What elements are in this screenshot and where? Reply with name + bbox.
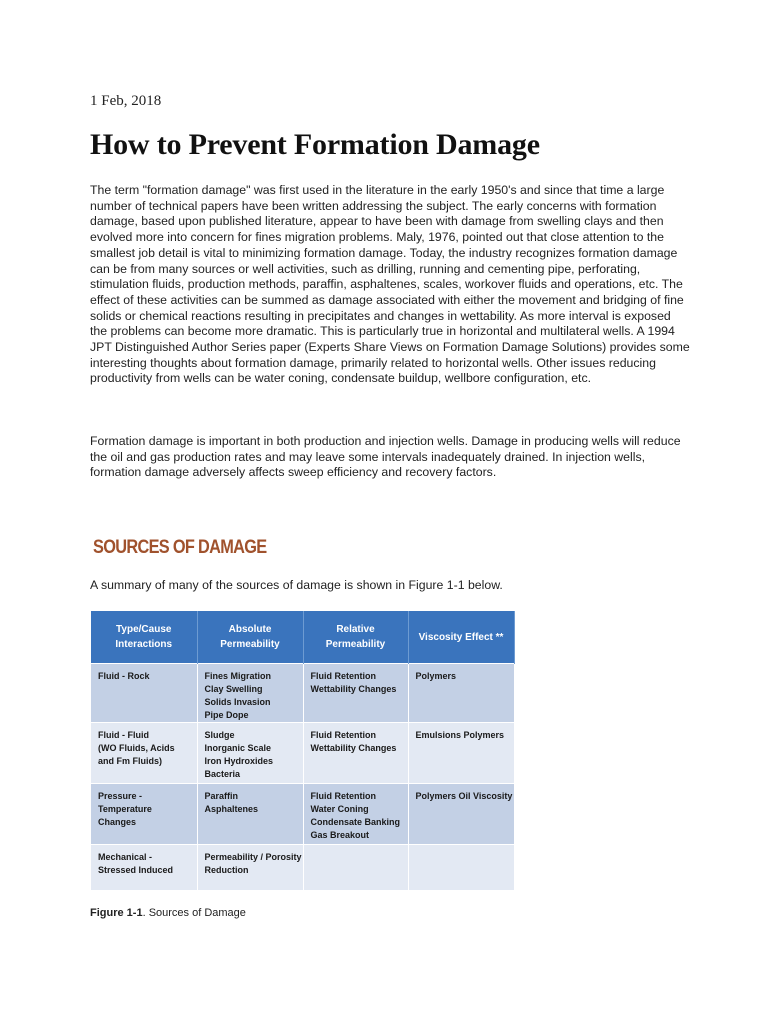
table-cell: Fluid - Fluid (WO Fluids, Acids and Fm Fluids)	[91, 723, 197, 784]
table-row	[91, 723, 514, 784]
figure-caption-text: . Sources of Damage	[142, 907, 246, 919]
table-row	[91, 845, 514, 891]
table-cell: Fluid Retention Wettability Changes	[303, 664, 408, 723]
table-header-type-cause: Type/Cause Interactions	[91, 611, 197, 664]
table-cell: Paraffin Asphaltenes	[197, 784, 303, 845]
page-title: How to Prevent Formation Damage	[90, 128, 540, 161]
table-row	[91, 784, 514, 845]
table-cell: Fluid Retention Water Coning Condensate Banking Gas Breakout	[303, 784, 408, 845]
summary-text: A summary of many of the sources of damage is shown in Figure 1-1 below.	[90, 578, 503, 592]
table-header-absolute-permeability: Absolute Permeability	[197, 611, 303, 664]
intro-paragraph: The term "formation damage" was first used in the literature in the early 1950's and since that time a large number of technical papers have been written addressing the subject. The early concerns with formation damage, based upon published literature, appear to have been with damage from swelling clays and then evolved more into concern for fines migration problems. Maly, 1976, pointed out that close attention to the smallest job detail is vital to minimizing formation damage. Today, the industry recognizes formation damage can be from many sources or well activities, such as drilling, running and cementing pipe, perforating, stimulation fluids, production methods, paraffin, asphaltenes, scales, workover fluids and operations, etc. The effect of these activities can be summed as damage associated with either the movement and bridging of fine solids or chemical reactions resulting in precipitates and changes in wettability. As more interval is exposed the problems can become more dramatic. This is particularly true in horizontal and multilateral wells. A 1994 JPT Distinguished Author Series paper (Experts Share Views on Formation Damage Solutions) provides some interesting thoughts about formation damage, primarily related to horizontal wells. Other issues reducing productivity from wells can be water coning, condensate buildup, wellbore configuration, etc.	[90, 183, 690, 386]
table-cell	[303, 845, 408, 891]
table-header-relative-permeability: Relative Permeability	[303, 611, 408, 664]
table-cell: Pressure - Temperature Changes	[91, 784, 197, 845]
section-heading: SOURCES OF DAMAGE	[93, 537, 267, 558]
table-cell: Fines Migration Clay Swelling Solids Invasion Pipe Dope	[197, 664, 303, 723]
sources-of-damage-table	[91, 611, 515, 890]
table-header-viscosity-effect: Viscosity Effect **	[408, 611, 514, 664]
table-cell: Polymers Oil Viscosity	[408, 784, 514, 845]
table-row	[91, 664, 514, 723]
table-cell: Permeability / Porosity Reduction	[197, 845, 303, 891]
table-cell: Sludge Inorganic Scale Iron Hydroxides Bacteria	[197, 723, 303, 784]
table-cell: Polymers	[408, 664, 514, 723]
injection-paragraph: Formation damage is important in both production and injection wells. Damage in producing wells will reduce the oil and gas production rates and may leave some intervals inadequately drained. In injection wells, formation damage adversely affects sweep efficiency and recovery factors.	[90, 434, 681, 480]
post-date: 1 Feb, 2018	[90, 93, 162, 109]
table-cell: Emulsions Polymers	[408, 723, 514, 784]
table-cell: Fluid - Rock	[91, 664, 197, 723]
table-header-row	[91, 611, 514, 664]
figure-caption-label: Figure 1-1	[90, 907, 143, 919]
table-cell: Mechanical - Stressed Induced	[91, 845, 197, 891]
table-cell	[408, 845, 514, 891]
figure-caption	[90, 907, 246, 919]
table-cell: Fluid Retention Wettability Changes	[303, 723, 408, 784]
